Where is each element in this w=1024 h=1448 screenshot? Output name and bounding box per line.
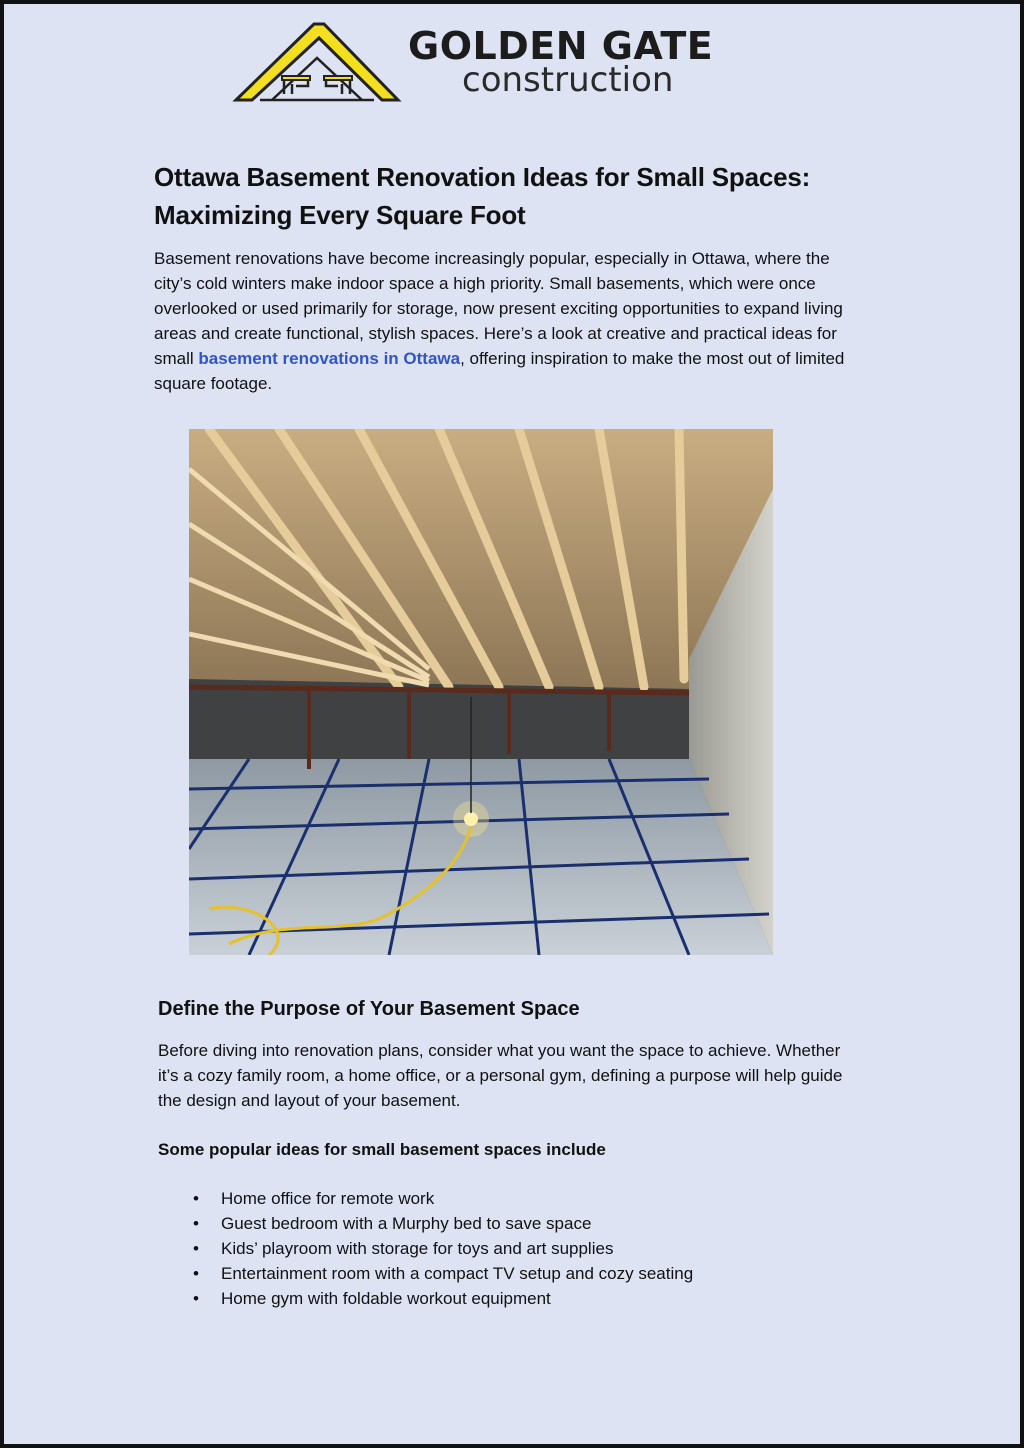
bullet-icon: • [193, 1214, 199, 1233]
section-paragraph: Before diving into renovation plans, consider what you want the space to achieve. Whether it’s a cozy family room, a home office, or a personal gym, defining a purpose will help guide the design and layout of your basement. [158, 1041, 843, 1110]
ideas-list [158, 1186, 858, 1311]
list-item-text: Entertainment room with a compact TV setup and cozy seating [221, 1264, 694, 1283]
brand-logo [232, 20, 752, 106]
list-item [193, 1286, 858, 1311]
list-item-text: Kids’ playroom with storage for toys and art supplies [221, 1239, 614, 1258]
intro-paragraph [154, 246, 854, 396]
list-item-text: Home office for remote work [221, 1189, 435, 1208]
article-title: Ottawa Basement Renovation Ideas for Small Spaces: Maximizing Every Square Foot [154, 162, 811, 230]
article-intro [154, 158, 854, 396]
golden-gate-roof-logo-icon [232, 20, 402, 106]
intro-text-end: , offering inspiration to make the most out of limited square footage. [154, 349, 845, 393]
list-item [193, 1211, 858, 1236]
unfinished-basement-photo [189, 429, 773, 955]
bullet-icon: • [193, 1239, 199, 1258]
bullet-icon: • [193, 1289, 199, 1308]
purpose-section [158, 994, 858, 1311]
section-heading: Define the Purpose of Your Basement Space [158, 998, 580, 1020]
list-item [193, 1186, 858, 1211]
basement-photo-illustration [189, 429, 773, 955]
list-item-text: Guest bedroom with a Murphy bed to save space [221, 1214, 592, 1233]
brand-subtitle: construction [462, 60, 674, 100]
bullet-icon: • [193, 1189, 199, 1208]
list-item [193, 1236, 858, 1261]
list-item [193, 1261, 858, 1286]
basement-renovations-link[interactable]: basement renovations in Ottawa [198, 349, 461, 368]
list-item-text: Home gym with foldable workout equipment [221, 1289, 551, 1308]
brand-name: GOLDEN GATE [408, 24, 714, 68]
intro-text-start: Basement renovations have become increasingly popular, especially in Ottawa, where the city’s cold winters make indoor space a high priority. Small basements, which were once overlooked or used primarily for storage, now present exciting opportunities to expand living areas and create functional, stylish spaces. Here’s a look at creative and practical ideas for small [154, 249, 843, 368]
bullet-icon: • [193, 1264, 199, 1283]
ideas-list-intro: Some popular ideas for small basement spaces include [158, 1140, 606, 1159]
